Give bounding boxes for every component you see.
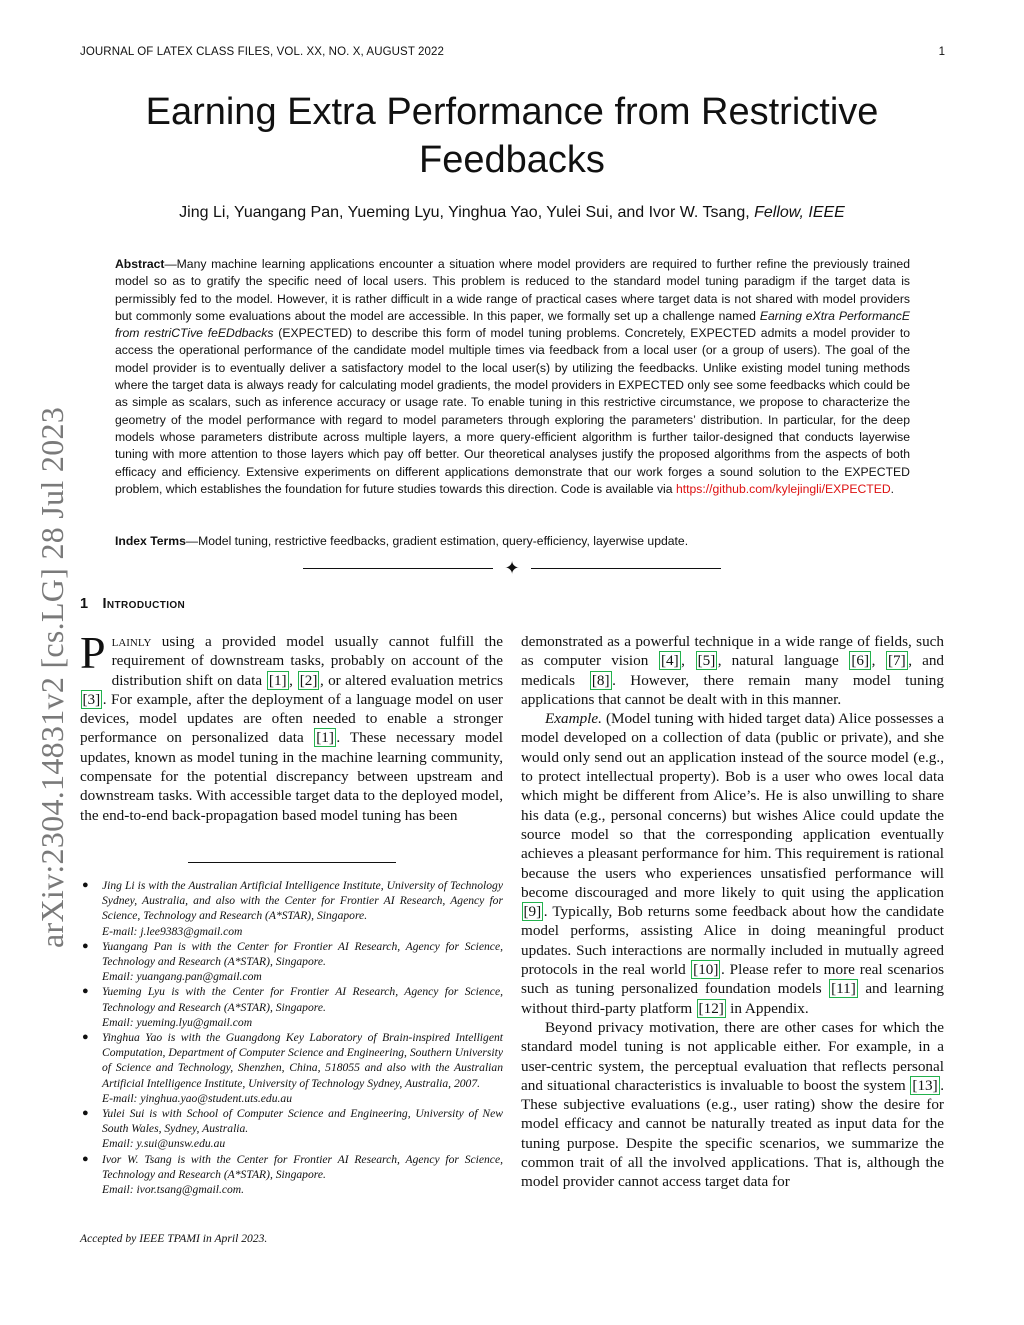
abstract-text-1: —Many machine learning applications encounter a situation where model providers are required to further refine the previously trained model so as to gratify the specific need of local users. This problem is reduced to the standard model tuning paradigm if the target data is permissibly fed to the model. However, it is rather difficult in a wide range of practical cases where target data is not shared with model providers but commonly some evaluations about the model are accessible. In this paper, we formally set up a challenge named [115, 257, 910, 323]
footnote-email: Email: y.sui@unsw.edu.au [102, 1137, 226, 1151]
abstract-label: Abstract [115, 257, 165, 271]
author-names: Jing Li, Yuangang Pan, Yueming Lyu, Yinghua Yao, Yulei Sui, and Ivor W. Tsang, [179, 204, 750, 221]
motivation-paragraph [521, 1018, 944, 1192]
footnote-email: Email: ivor.tsang@gmail.com. [102, 1183, 245, 1197]
text-run: , [289, 671, 298, 689]
text-run: demonstrated as a powerful technique in a wide range of fields, such as computer vision [521, 633, 944, 670]
text-run: Beyond privacy motivation, there are other cases for which the standard model tuning is not applicable either. For example, in a user-centric system, the perceptual evaluation that reflects personal and situational characteristics is invaluable to boost the system [521, 1018, 944, 1094]
left-column [80, 627, 503, 825]
bullet-icon: ● [82, 985, 89, 998]
citation-link[interactable]: [7] [887, 652, 906, 670]
footnote-text: Yueming Lyu is with the Center for Frontier AI Research, Agency for Science, Technology and Research (A*STAR), Singapore. [102, 985, 503, 1014]
text-run: . Please refer to more real scenarios such as tuning personalized foundation models [521, 961, 944, 998]
separator-right-rule [531, 568, 721, 569]
separator-star-icon: ✦ [504, 558, 520, 578]
drop-cap: P [80, 627, 106, 678]
separator-left-rule [303, 568, 493, 569]
text-run: . For example, after the deployment of a language model on user devices, model updates are often needed to enable a stronger performance on personalized data [80, 690, 503, 747]
running-header: JOURNAL OF LATEX CLASS FILES, VOL. XX, NO. X, AUGUST 2022 [80, 46, 445, 58]
footnote-email: Email: yueming.lyu@gmail.com [102, 1015, 253, 1029]
author-footnotes [80, 878, 503, 1197]
footnote-item [80, 1106, 503, 1152]
abstract-text-3: . [890, 481, 895, 496]
footnote-item [80, 1152, 503, 1198]
abstract-italic-name: Earning eXtra PerformancE from restriCTive feEDdbacks [115, 308, 911, 341]
intro-paragraph-2 [521, 632, 944, 709]
abstract-text-2: (EXPECTED) to describe this form of model tuning problems. Concretely, EXPECTED admits a model provider to access the operational performance of the candidate model multiple times via feedback from a local user (or a group of users). The goal of the model provider is to eventually deliver a satisfactory model to the local user(s) by utilizing the feedbacks. Unlike existing model tuning methods where the target data is always ready for calculating model gradients, the model providers in EXPECTED only see some feedbacks which could be as simple as scalars, such as inference accuracy or usage rate. To enable tuning in this restrictive circumstance, we propose to characterize the geometry of the model performance with regard to model parameters through exploring the parameters’ distribution. In particular, for the deep models whose parameters distribute across multiple layers, a more query-efficient algorithm is further tailor-designed that conducts layerwise tuning with more attention to those layers which pay off better. Our theoretical analyses justify the proposed algorithms from the aspects of both efficacy and efficiency. Extensive experiments on different applications demonstrate that our work forges a sound solution to the EXPECTED problem, which establishes the foundation for future studies towards this direction. Code is available via [115, 326, 910, 496]
text-run: , and medicals [521, 652, 945, 689]
bullet-icon: ● [82, 1152, 89, 1165]
section-title: Introduction [102, 596, 186, 612]
text-run: . These subjective evaluations (e.g., user rating) show the desire for model efficacy and cannot be naturally treated as input data for the tuning purpose. Despite the specific scenarios, we summarize the common trait of all the involved applications. That is, although the model provider cannot access target data for [521, 1076, 944, 1191]
text-run: using a provided model usually cannot fulfill the requirement of downstream tasks, probably on account of the distribution shift on data [111, 633, 503, 689]
citation-link[interactable]: [8] [591, 671, 610, 689]
footnote-text: Yinghua Yao is with the Guangdong Key Laboratory of Brain-inspired Intelligent Computation, Department of Computer Science and Engineering, Southern University of Science and Technology, Shenzhen, China, 518055 and also with the Australian Artificial Intelligence Institute, University of Technology Sydney, Australia, 2007. [102, 1031, 503, 1090]
author-fellow: Fellow, IEEE [754, 204, 845, 221]
citation-link[interactable]: [1] [268, 671, 287, 689]
text-run: , natural language [717, 652, 849, 670]
index-terms [115, 534, 910, 548]
example-paragraph [521, 709, 944, 1018]
section-number: 1 [80, 596, 89, 612]
footnote-text: Yuangang Pan is with the Center for Frontier AI Research, Agency for Science, Technology and Research (A*STAR), Singapore. [102, 939, 503, 969]
citation-link[interactable]: [2] [299, 671, 318, 689]
right-column [521, 632, 944, 1192]
footnote-item [80, 939, 503, 985]
footnote-email: Email: yuangang.pan@gmail.com [102, 970, 262, 984]
paper-title: Earning Extra Performance from Restrictive Feedbacks [145, 91, 879, 181]
citation-link[interactable]: [11] [831, 980, 856, 998]
footnote-item [80, 1030, 503, 1106]
text-run: , or altered evaluation metrics [319, 671, 503, 689]
citation-link[interactable]: [12] [698, 999, 724, 1017]
text-run: . These necessary model updates, known as model tuning in the machine learning community, compensate for the potential discrepancy between upstream and downstream tasks. With accessible target data to the deployed model, the end-to-end back-propagation based model tuning has been [80, 729, 503, 824]
code-link[interactable]: https://github.com/kylejingli/EXPECTED [675, 481, 891, 496]
citation-link[interactable]: [6] [851, 652, 870, 670]
footnote-item [80, 984, 503, 1030]
intro-paragraph-1 [80, 627, 503, 825]
index-terms-text: —Model tuning, restrictive feedbacks, gradient estimation, query-efficiency, layerwise update. [185, 534, 689, 548]
abstract [115, 256, 910, 498]
page-number: 1 [938, 46, 945, 58]
citation-link[interactable]: [3] [82, 690, 101, 708]
citation-link[interactable]: [1] [316, 729, 334, 747]
citation-link[interactable]: [5] [697, 652, 716, 670]
footnote-email: E-mail: yinghua.yao@student.uts.edu.au [102, 1091, 293, 1105]
text-run: . However, there remain many model tuning applications that cannot be dealt with in this manner. [521, 671, 944, 708]
first-word-rest: lainly [111, 633, 152, 650]
bullet-icon: ● [82, 939, 89, 952]
citation-link[interactable]: [4] [660, 652, 679, 670]
bullet-icon: ● [82, 1031, 89, 1044]
citation-link[interactable]: [10] [693, 961, 719, 979]
footnote-email: E-mail: j.lee9383@gmail.com [102, 924, 243, 938]
arxiv-stamp: arXiv:2304.14831v2 [cs.LG] 28 Jul 2023 [34, 406, 70, 948]
footnote-text: Yulei Sui is with School of Computer Science and Engineering, University of New South Wales, Sydney, Australia. [102, 1107, 503, 1136]
text-run: , [871, 652, 886, 670]
index-terms-label: Index Terms [115, 534, 186, 548]
text-run: . Typically, Bob returns some feedback about how the candidate model performs, assisting Alice in doing meaningful product updates. Such interactions are normally included in mutually agreed protocols in the real world [521, 903, 944, 979]
citation-link[interactable]: [13] [912, 1076, 938, 1094]
bullet-icon: ● [82, 1107, 89, 1120]
acceptance-note: Accepted by IEEE TPAMI in April 2023. [80, 1232, 268, 1245]
footnote-rule [188, 862, 396, 863]
example-label: Example. [545, 710, 602, 728]
footnote-text: Jing Li is with the Australian Artificial Intelligence Institute, University of Technology Sydney, Australia, and also with the Center for Frontier AI Research, Agency for Science, Technology and Research (A*STAR), Singapore. [102, 879, 503, 923]
footnote-text: Ivor W. Tsang is with the Center for Frontier AI Research, Agency for Science, Technology and Research (A*STAR), Singapore. [102, 1152, 503, 1181]
citation-link[interactable]: [9] [523, 903, 542, 921]
text-run: (Model tuning with hided target data) Alice possesses a model developed on a collection of data (public or private), and she would only send out an application instead of the source model (e.g., to protect intellectual property). Bob is a user who owes local data which might be different from Alice’s. He is also unwilling to share his data (e.g., personal concerns) but wishes Alice could update the source model so that the corresponding application eventually achieves a pleasant performance for him. This requirement is rational because the users who experiences unsatisfied performance will become discouraged and more likely to quit using the application [521, 710, 944, 901]
section-heading [80, 596, 185, 612]
text-run: , [681, 652, 696, 670]
text-run: in Appendix. [726, 999, 809, 1017]
bullet-icon: ● [82, 879, 89, 891]
author-list [80, 204, 944, 222]
footnote-item [80, 878, 503, 939]
text-run: and learning without third-party platform [521, 980, 944, 1017]
